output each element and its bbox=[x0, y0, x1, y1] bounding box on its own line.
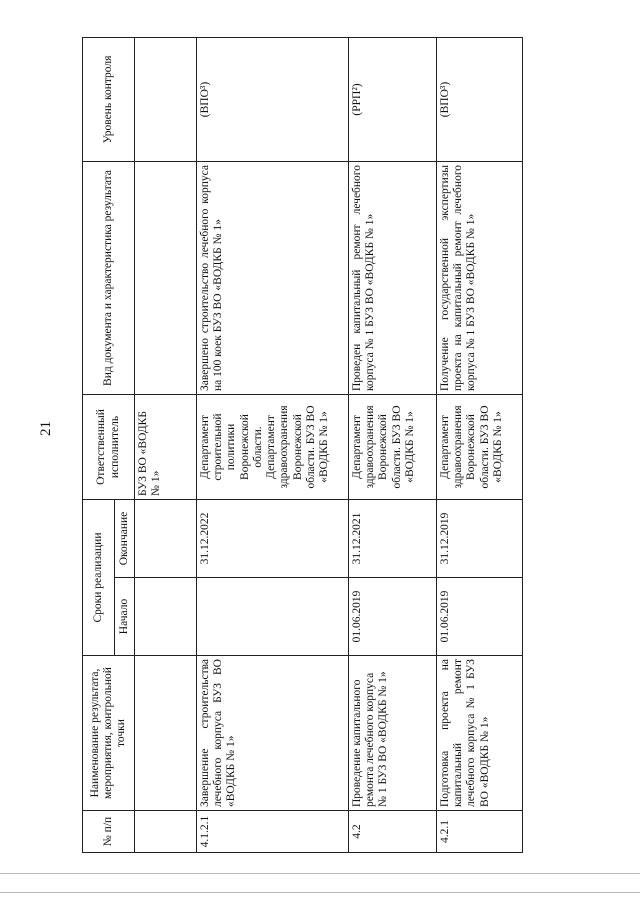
scan-edge-line bbox=[0, 873, 640, 874]
row-responsible: Департамент здравоохранения Воронежской области. БУЗ ВО «ВОДКБ № 1» bbox=[349, 395, 437, 500]
table-row bbox=[349, 38, 437, 853]
row-responsible: БУЗ ВО «ВОДКБ № 1» bbox=[135, 395, 197, 500]
row-name: Завершение строительства лечебного корпуса БУЗ ВО «ВОДКБ № 1» bbox=[197, 656, 349, 811]
plan-table-rotated bbox=[82, 38, 522, 853]
header-document: Вид документа и характеристика результата bbox=[83, 162, 135, 395]
table-header-row bbox=[83, 38, 115, 853]
header-level: Уровень контроля bbox=[83, 38, 135, 162]
header-responsible: Ответственный исполнитель bbox=[83, 395, 135, 500]
row-name bbox=[135, 656, 197, 811]
row-end: 31.12.2019 bbox=[437, 500, 523, 578]
row-num: 4.2.1 bbox=[437, 811, 523, 853]
row-document bbox=[135, 162, 197, 395]
row-level: (ВПО³) bbox=[197, 38, 349, 162]
header-terms: Сроки реализации bbox=[83, 500, 115, 656]
table-row bbox=[437, 38, 523, 853]
row-level bbox=[135, 38, 197, 162]
row-end: 31.12.2022 bbox=[197, 500, 349, 578]
table-row bbox=[197, 38, 349, 853]
row-start bbox=[135, 578, 197, 656]
plan-table bbox=[82, 37, 523, 853]
row-level: (ВПО³) bbox=[437, 38, 523, 162]
row-end: 31.12.2021 bbox=[349, 500, 437, 578]
row-start: 01.06.2019 bbox=[437, 578, 523, 656]
row-start bbox=[197, 578, 349, 656]
header-num: № п/п bbox=[83, 811, 135, 853]
row-num: 4.2 bbox=[349, 811, 437, 853]
page-number: 21 bbox=[38, 421, 54, 436]
row-document: Проведен капитальный ремонт лечебного корпуса № 1 БУЗ ВО «ВОДКБ № 1» bbox=[349, 162, 437, 395]
table-row bbox=[135, 38, 197, 853]
row-name: Подготовка проекта на капитальный ремонт лечебного корпуса № 1 БУЗ ВО «ВОДКБ № 1» bbox=[437, 656, 523, 811]
header-start: Начало bbox=[115, 578, 135, 656]
row-num: 4.1.2.1 bbox=[197, 811, 349, 853]
header-end: Окончание bbox=[115, 500, 135, 578]
row-responsible: Департамент строительной политики Воронежской области. Департамент здравоохранения Воронежской области. БУЗ ВО «ВОДКБ № 1» bbox=[197, 395, 349, 500]
row-responsible: Департамент здравоохранения Воронежской области. БУЗ ВО «ВОДКБ № 1» bbox=[437, 395, 523, 500]
row-end bbox=[135, 500, 197, 578]
row-name: Проведение капитального ремонта лечебного корпуса № 1 БУЗ ВО «ВОДКБ № 1» bbox=[349, 656, 437, 811]
row-level: (РРП²) bbox=[349, 38, 437, 162]
row-start: 01.06.2019 bbox=[349, 578, 437, 656]
row-num bbox=[135, 811, 197, 853]
row-document: Получение государственной экспертизы проекта на капитальный ремонт лечебного корпуса № 1 БУЗ ВО «ВОДКБ № 1» bbox=[437, 162, 523, 395]
row-document: Завершено строительство лечебного корпуса на 100 коек БУЗ ВО «ВОДКБ № 1» bbox=[197, 162, 349, 395]
scan-edge-line bbox=[0, 892, 640, 893]
header-name: Наименование результата, мероприятия, контрольной точки bbox=[83, 656, 135, 811]
